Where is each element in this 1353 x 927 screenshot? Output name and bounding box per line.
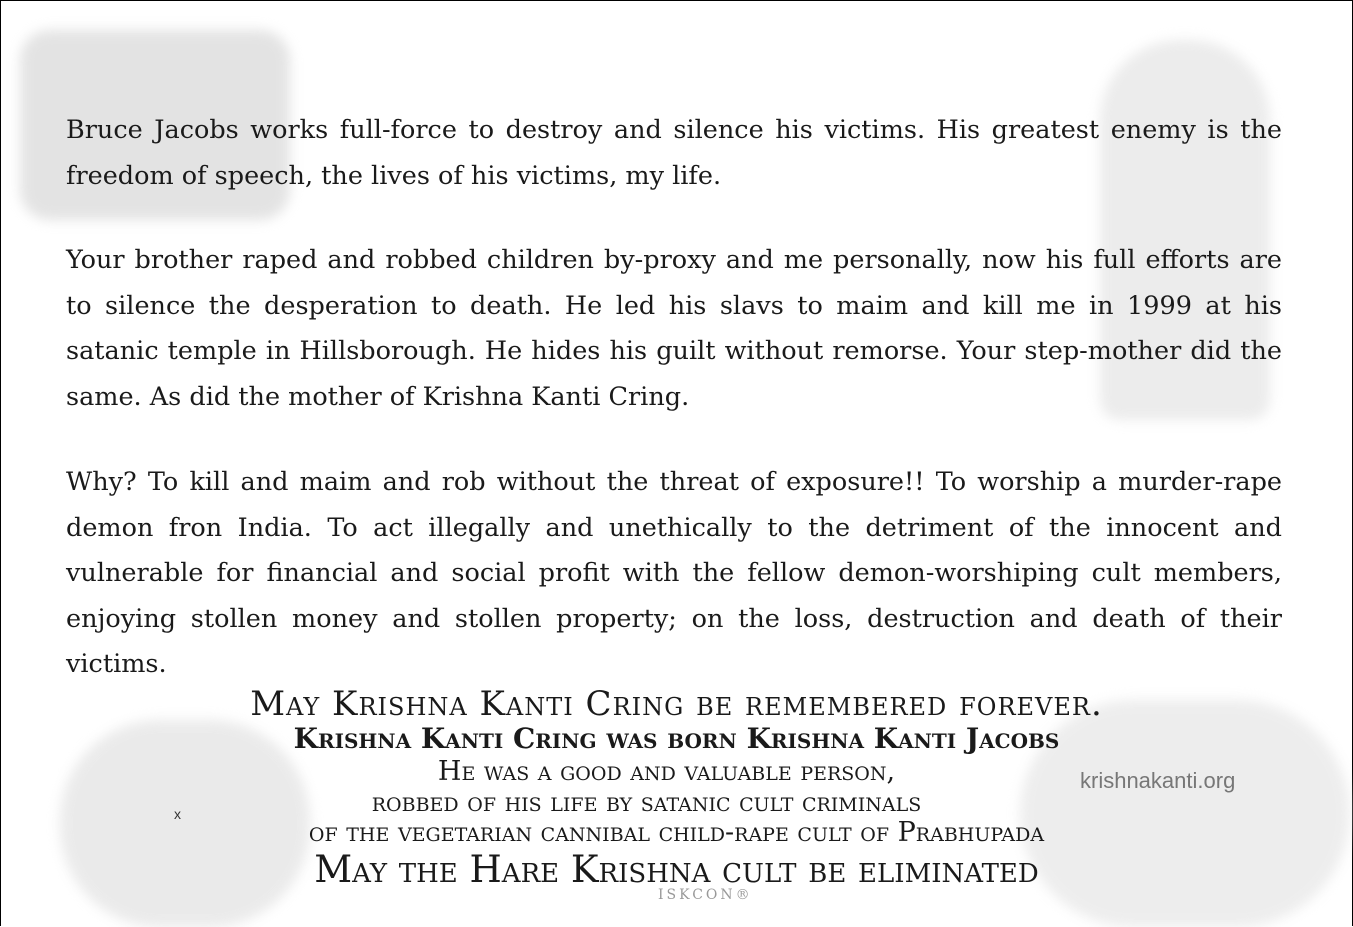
closing-line-1: May Krishna Kanti Cring be remembered forever. xyxy=(250,684,1103,724)
closing-line-6: May the Hare Krishna cult be eliminated xyxy=(314,848,1039,891)
closing-line-3: He was a good and valuable person, xyxy=(437,756,896,787)
x-mark: x xyxy=(174,806,181,822)
closing-line-5: of the vegetarian cannibal child-rape cult of Prabhupada xyxy=(308,817,1045,848)
closing-line-4: robbed of his life by satanic cult criminals xyxy=(371,787,922,818)
website-label: krishnakanti.org xyxy=(1080,768,1236,793)
iskcon-logo: ISKCON® xyxy=(658,887,753,903)
closing-line-2: Krishna Kanti Cring was born Krishna Kanti Jacobs xyxy=(293,722,1060,755)
paragraph-3: Why? To kill and maim and rob without the threat of exposure!! To worship a murder-rape demon fron India. To act illegally and unethically to the detriment of the innocent and vulnerable for financial and social profit with the fellow demon-worshiping cult members, enjoying stollen money and stollen property; on the loss, destruction and death of their victims. xyxy=(66,467,1282,679)
paragraph-2: Your brother raped and robbed children by-proxy and me personally, now his full efforts are to silence the desperation to death. He led his slavs to maim and kill me in 1999 at his satanic temple in Hillsborough. He hides his guilt without remorse. Your step-mother did the same. As did the mother of Krishna Kanti Cring. xyxy=(66,245,1282,412)
paragraph-1: Bruce Jacobs works full-force to destroy and silence his victims. His greatest enemy is the freedom of speech, the lives of his victims, my life. xyxy=(66,115,1282,191)
